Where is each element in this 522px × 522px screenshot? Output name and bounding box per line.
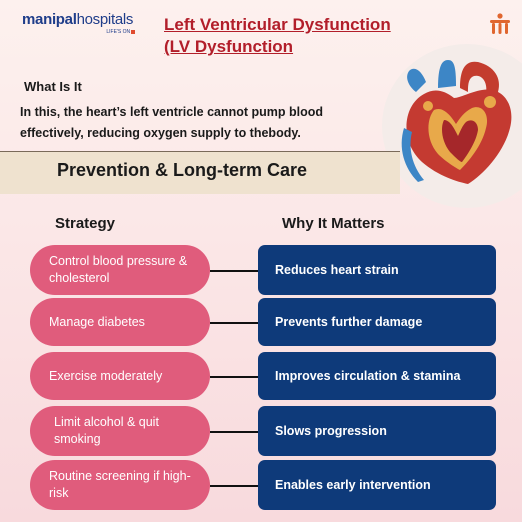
- what-is-it-text: In this, the heart’s left ventricle cannot pump blood effectively, reducing oxygen supply to thebody.: [20, 105, 324, 140]
- table-row: [0, 245, 522, 295]
- manipal-logo: [22, 11, 134, 35]
- reason-box: Slows progression: [258, 406, 496, 456]
- connector-line: [210, 431, 258, 433]
- heart-illustration: [398, 58, 520, 191]
- reason-box: Prevents further damage: [258, 298, 496, 346]
- logo-name-bold: manipal: [22, 11, 77, 28]
- reason-box: Reduces heart strain: [258, 245, 496, 295]
- logo-tagline: LIFE'S ON: [106, 29, 131, 35]
- connector-line: [210, 322, 258, 324]
- title-line-1: Left Ventricular Dysfunction: [164, 15, 391, 34]
- reason-box: Enables early intervention: [258, 460, 496, 510]
- strategy-pill: Control blood pressure & cholesterol: [30, 245, 210, 295]
- strategy-pill: Limit alcohol & quit smoking: [30, 406, 210, 456]
- strategy-pill: Exercise moderately: [30, 352, 210, 400]
- strategy-column-header: Strategy: [55, 215, 116, 232]
- table-row: [0, 352, 522, 400]
- section-title: Prevention & Long-term Care: [57, 160, 308, 180]
- connector-line: [210, 270, 258, 272]
- logo-name-thin: hospitals: [76, 11, 134, 28]
- reason-box: Improves circulation & stamina: [258, 352, 496, 400]
- strategy-pill: Routine screening if high-risk: [30, 460, 210, 510]
- table-row: [0, 406, 522, 456]
- connector-line: [210, 376, 258, 378]
- title-line-2: (LV Dysfunction: [164, 37, 294, 56]
- why-column-header: Why It Matters: [282, 215, 385, 232]
- page-title: [164, 14, 424, 58]
- logo-mark-icon: [131, 30, 135, 34]
- strategy-pill: Manage diabetes: [30, 298, 210, 346]
- what-is-it-heading: What Is It: [24, 79, 82, 94]
- table-row: [0, 298, 522, 346]
- table-row: [0, 460, 522, 510]
- manipal-emblem-icon: [488, 12, 512, 41]
- connector-line: [210, 485, 258, 487]
